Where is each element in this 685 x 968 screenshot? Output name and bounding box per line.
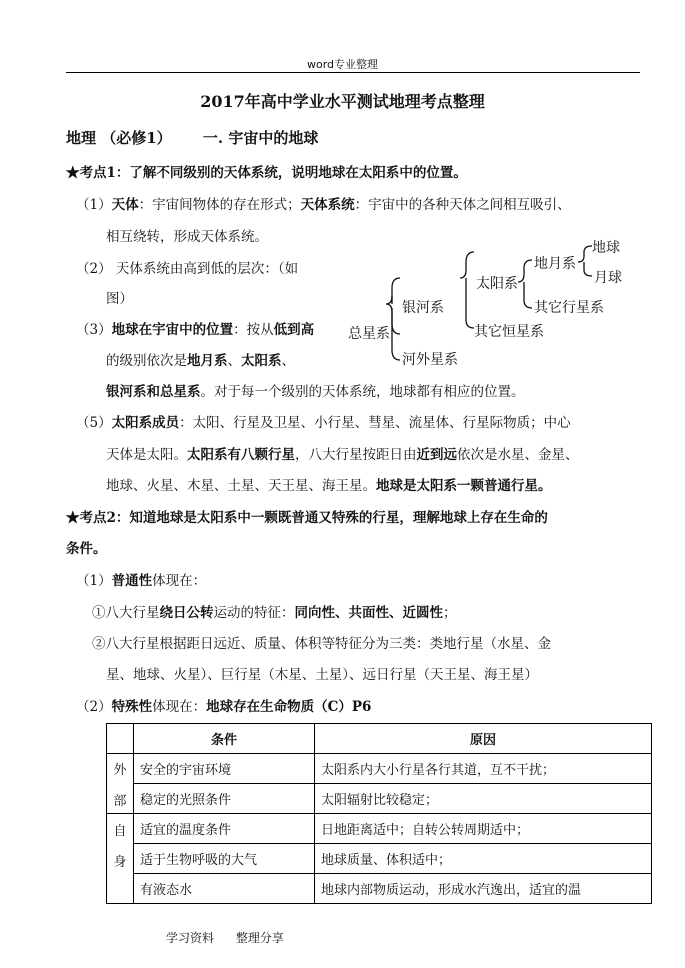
kp2-heading-line2: 条件。 (66, 541, 107, 557)
condition-cell: 有液态水 (134, 874, 315, 904)
group-self: 自 身 (107, 814, 134, 904)
kp2-p1-line: （1）普通性体现在： (76, 573, 207, 589)
tree-earth-moon: 地月系 (534, 256, 576, 272)
footer-right: 整理分享 (235, 931, 284, 945)
tree-moon: 月球 (594, 270, 622, 286)
galaxy-brace-top (460, 252, 474, 278)
tree-galaxy: 银河系 (402, 300, 444, 316)
kp1-p1-line1: （1）天体：宇宙间物体的存在形式；天体系统：宇宙中的各种天体之间相互吸引、 (76, 197, 571, 213)
condition-cell: 安全的宇宙环境 (134, 754, 315, 784)
kp1-heading: ★考点1：了解不同级别的天体系统，说明地球在太阳系中的位置。 (66, 165, 467, 181)
table-row (107, 874, 652, 904)
star-icon: ★ (66, 510, 80, 526)
document-title: 2017年高中学业水平测试地理考点整理 (200, 92, 485, 111)
tree-other-stars: 其它恒星系 (474, 324, 544, 340)
kp1-p5-line1: （5）太阳系成员：太阳、行星及卫星、小行星、彗星、流星体、行星际物质；中心 (76, 415, 571, 431)
kp1-p3-line3: 银河系和总星系。对于每一个级别的天体系统，地球都有相应的位置。 (106, 384, 525, 400)
tree-root: 总星系 (348, 326, 390, 342)
kp1-p1-line2: 相互绕转，形成天体系统。 (106, 229, 268, 245)
kp2-item2-line2: 星、地球、火星）、巨行星（木星、土星）、远日行星（天王星、海王星） (106, 667, 538, 683)
section-heading (66, 128, 318, 148)
kp1-p5-line3: 地球、火星、木星、土星、天王星、海王星。地球是太阳系一颗普通行星。 (106, 478, 552, 494)
kp1-p3-line2: 的级别依次是地月系、太阳系、 (106, 353, 295, 369)
tree-solar: 太阳系 (476, 276, 518, 292)
tree-other-galaxy: 河外星系 (402, 352, 458, 368)
kp1-p2-line1: （2） 天体系统由高到低的层次：（如 (76, 261, 299, 277)
condition-cell: 稳定的光照条件 (134, 784, 315, 814)
condition-cell: 适于生物呼吸的大气 (134, 844, 315, 874)
header-reason: 原因 (315, 724, 652, 754)
reason-cell: 地球质量、体积适中； (315, 844, 652, 874)
galaxy-brace-bottom (466, 278, 474, 328)
celestial-system-tree (340, 230, 640, 370)
earth-moon-brace-bottom (584, 262, 592, 276)
condition-cell: 适宜的温度条件 (134, 814, 315, 844)
section-label: 地理 （必修1） (66, 129, 172, 147)
table-row (107, 844, 652, 874)
header-condition: 条件 (134, 724, 315, 754)
reason-cell: 太阳辐射比较稳定； (315, 784, 652, 814)
root-brace-top (392, 278, 400, 300)
reason-cell: 地球内部物质运动，形成水汽逸出，适宜的温 (315, 874, 652, 904)
kp2-p2-line: （2）特殊性体现在：地球存在生命物质（C）P6 (76, 699, 372, 715)
reason-cell: 太阳系内大小行星各行其道，互不干扰； (315, 754, 652, 784)
table-row (107, 814, 652, 844)
kp1-p5-line2: 天体是太阳。太阳系有八颗行星，八大行星按距日由近到远依次是水星、金星、 (106, 447, 579, 463)
page-footer (166, 929, 302, 946)
star-icon: ★ (66, 165, 80, 181)
page-header: word专业整理 (306, 58, 379, 71)
table-header-row (107, 724, 652, 754)
kp2-item1: ①八大行星绕日公转运动的特征：同向性、共面性、近圆性； (92, 605, 457, 621)
kp1-p2-line2: 图） (106, 291, 133, 307)
tree-earth: 地球 (592, 240, 620, 256)
table-row (107, 754, 652, 784)
solar-brace-bottom (524, 282, 532, 308)
table-corner-cell (107, 724, 134, 754)
kp2-heading-line1: ★考点2：知道地球是太阳系中一颗既普通又特殊的行星，理解地球上存在生命的 (66, 510, 548, 526)
table-row (107, 784, 652, 814)
kp1-p3-line1: （3）地球在宇宙中的位置：按从低到高 (76, 322, 315, 338)
kp2-item2-line1: ②八大行星根据距日远近、质量、体积等特征分为三类：类地行星（水星、金 (92, 636, 551, 652)
solar-brace-top (518, 260, 532, 282)
life-conditions-table (106, 723, 652, 904)
group-outer: 外 部 (107, 754, 134, 814)
tree-other-planets: 其它行星系 (534, 300, 604, 316)
earth-moon-brace-top (578, 246, 592, 262)
footer-left: 学习资料 (166, 931, 215, 945)
reason-cell: 日地距离适中；自转公转周期适中； (315, 814, 652, 844)
chapter-title: 一. 宇宙中的地球 (202, 129, 319, 147)
header-rule (66, 72, 640, 73)
